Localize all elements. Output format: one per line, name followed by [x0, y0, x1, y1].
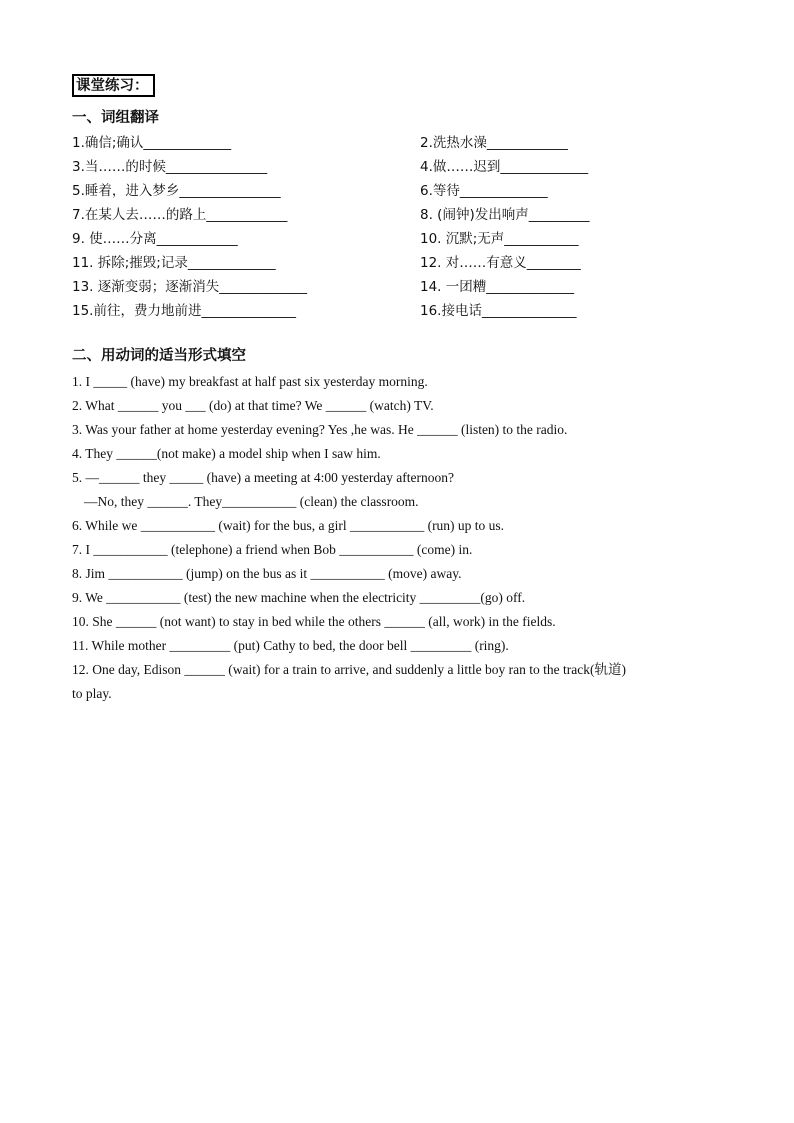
phrase-item: 3.当……的时候_______________	[72, 159, 268, 175]
phrase-row	[72, 203, 732, 227]
phrase-item: 6.等待_____________	[420, 183, 548, 199]
phrase-item: 10. 沉默;无声___________	[420, 231, 579, 247]
verb-fill-list	[72, 370, 732, 706]
phrase-item: 7.在某人去……的路上____________	[72, 207, 288, 223]
exercise-line: to play.	[72, 686, 112, 701]
phrase-item: 9. 使……分离____________	[72, 231, 238, 247]
phrase-row	[72, 275, 732, 299]
exercise-line: —No, they ______. They___________ (clean) the classroom.	[84, 494, 419, 509]
phrase-item: 13. 逐渐变弱；逐渐消失_____________	[72, 279, 308, 295]
section1-heading: 一、词组翻译	[72, 110, 159, 126]
exercise-line: 4. They ______(not make) a model ship when I saw him.	[72, 446, 381, 461]
phrase-item: 14. 一团糟_____________	[420, 279, 575, 295]
phrase-row	[72, 299, 732, 323]
exercise-line: 3. Was your father at home yesterday evening? Yes ,he was. He ______ (listen) to the radio.	[72, 422, 568, 437]
exercise-line: 7. I ___________ (telephone) a friend when Bob ___________ (come) in.	[72, 542, 473, 557]
exercise-line: 12. One day, Edison ______ (wait) for a train to arrive, and suddenly a little boy ran to the track(轨道)	[72, 662, 626, 677]
phrase-item: 1.确信;确认_____________	[72, 135, 232, 151]
phrase-row	[72, 251, 732, 275]
classroom-exercise-title: 课堂练习：	[72, 74, 155, 97]
exercise-line: 6. While we ___________ (wait) for the bus, a girl ___________ (run) up to us.	[72, 518, 505, 533]
exercise-line: 2. What ______ you ___ (do) at that time? We ______ (watch) TV.	[72, 398, 434, 413]
section2-heading: 二、用动词的适当形式填空	[72, 348, 246, 364]
phrase-item: 16.接电话______________	[420, 303, 577, 319]
phrase-item: 5.睡着，进入梦乡_______________	[72, 183, 281, 199]
phrase-item: 4.做……迟到_____________	[420, 159, 589, 175]
phrase-item: 12. 对……有意义________	[420, 255, 581, 271]
phrase-item: 15.前往，费力地前进______________	[72, 303, 296, 319]
exercise-line: 1. I _____ (have) my breakfast at half past six yesterday morning.	[72, 374, 428, 389]
phrase-translation-list	[72, 131, 732, 323]
exercise-line: 8. Jim ___________ (jump) on the bus as it ___________ (move) away.	[72, 566, 462, 581]
phrase-row	[72, 155, 732, 179]
phrase-row	[72, 227, 732, 251]
phrase-item: 8. (闹钟)发出响声_________	[420, 207, 590, 223]
phrase-row	[72, 179, 732, 203]
exercise-line: 9. We ___________ (test) the new machine when the electricity _________(go) off.	[72, 590, 526, 605]
phrase-row	[72, 131, 732, 155]
exercise-line: 11. While mother _________ (put) Cathy to bed, the door bell _________ (ring).	[72, 638, 509, 653]
phrase-item: 2.洗热水澡____________	[420, 135, 568, 151]
exercise-line: 5. —______ they _____ (have) a meeting at 4:00 yesterday afternoon?	[72, 470, 455, 485]
phrase-item: 11. 拆除;摧毁;记录_____________	[72, 255, 276, 271]
exercise-line: 10. She ______ (not want) to stay in bed while the others ______ (all, work) in the fields.	[72, 614, 556, 629]
